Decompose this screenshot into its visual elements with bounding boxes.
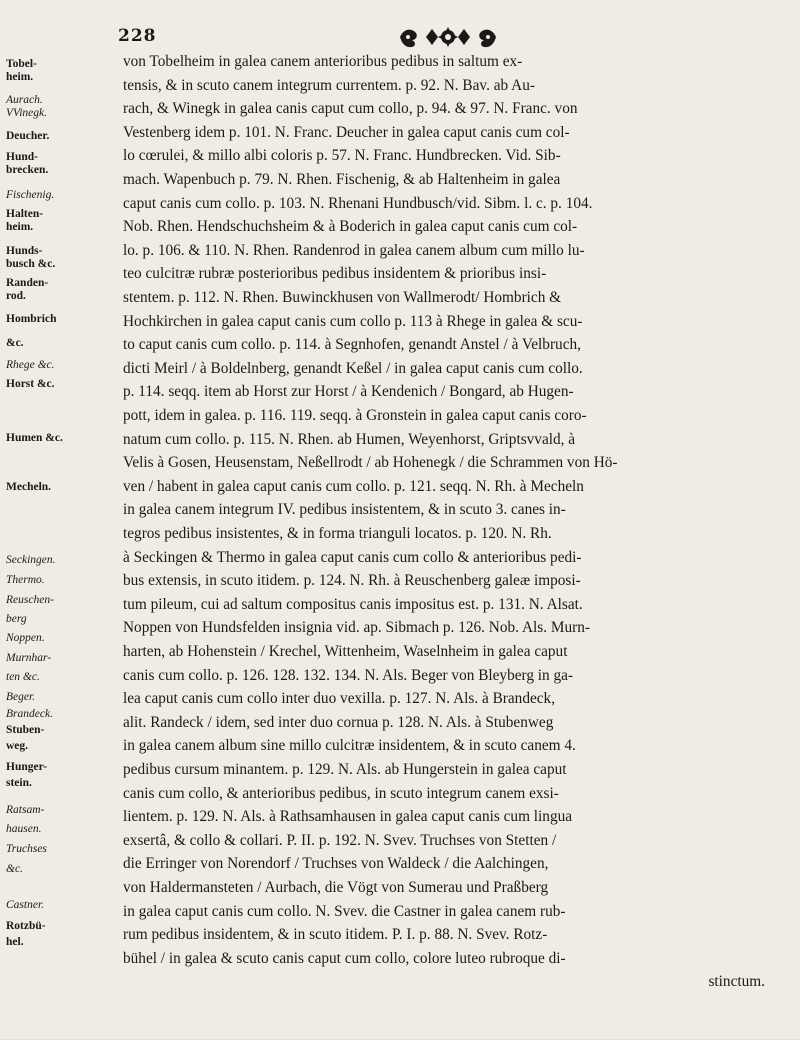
text-line: exsertâ, & collo & collari. P. II. p. 192. N. Svev. Truchses von Stetten / xyxy=(123,831,557,849)
margin-note: Fischenig. xyxy=(6,189,55,201)
text-line: caput canis cum collo. p. 103. N. Rhenani Hundbusch/vid. Sibm. l. c. p. 104. xyxy=(123,194,593,212)
text-line: dicti Meirl / à Boldelnberg, genandt Keßel / in galea caput canis cum collo. xyxy=(123,359,583,377)
margin-note: Hunger- xyxy=(6,761,48,773)
margin-note: weg. xyxy=(6,740,29,752)
text-line: canis cum collo, & anterioribus pedibus, in scuto integrum canem exsi- xyxy=(123,784,559,802)
text-line: Velis à Gosen, Heusenstam, Neßellrodt / ab Hohenegk / die Schrammen von Hö- xyxy=(123,454,618,472)
text-line: natum cum collo. p. 115. N. Rhen. ab Humen, Weyenhorst, Griptsvvald, à xyxy=(123,430,576,448)
margin-note: berg xyxy=(6,613,27,625)
margin-notes xyxy=(0,48,118,1038)
text-line: tensis, & in scuto canem integrum currentem. p. 92. N. Bav. ab Au- xyxy=(123,76,535,94)
margin-note: &c. xyxy=(6,863,23,875)
margin-note: Ratsam- xyxy=(6,804,45,816)
page-number: 228 xyxy=(118,26,157,46)
margin-note: ten &c. xyxy=(6,671,40,683)
printer-ornament xyxy=(396,24,500,50)
margin-note: Rhege &c. xyxy=(6,359,55,371)
margin-note: Mecheln. xyxy=(6,481,52,493)
text-line: lientem. p. 129. N. Als. à Rathsamhausen in galea caput canis cum lingua xyxy=(123,808,573,826)
text-line: von Tobelheim in galea canem anterioribus pedibus in saltum ex- xyxy=(123,53,523,70)
margin-note: Randen- xyxy=(6,277,49,289)
margin-note: heim. xyxy=(6,71,34,83)
text-line: in galea canem integrum IV. pedibus insistentem, & in scuto 3. canes in- xyxy=(123,501,566,519)
margin-note: Rotzbü- xyxy=(6,920,46,932)
margin-note: heim. xyxy=(6,221,34,233)
margin-note: Brandeck. xyxy=(6,708,53,720)
margin-note: Murnhar- xyxy=(6,652,52,664)
text-line: pedibus cursum minantem. p. 129. N. Als. ab Hungerstein in galea caput xyxy=(123,761,567,778)
margin-note: Aurach. xyxy=(6,94,43,106)
text-line: stentem. p. 112. N. Rhen. Buwinckhusen von Wallmerodt/ Hombrich & xyxy=(123,289,562,306)
margin-note: Seckingen. xyxy=(6,554,56,566)
margin-note: Truchses xyxy=(6,843,47,855)
margin-note: hausen. xyxy=(6,823,42,835)
text-line: à Seckingen & Thermo in galea caput canis cum collo & anterioribus pedi- xyxy=(123,548,582,566)
text-line: alit. Randeck / idem, sed inter duo cornua p. 128. N. Als. à Stubenweg xyxy=(123,713,554,731)
text-line: Nob. Rhen. Hendschuchsheim & à Boderich in galea caput canis cum col- xyxy=(123,218,578,236)
text-line: lea caput canis cum collo inter duo vexilla. p. 127. N. Als. à Brandeck, xyxy=(123,690,556,708)
text-line: tegros pedibus insistentes, & in forma trianguli locatos. p. 120. N. Rh. xyxy=(123,525,552,542)
margin-note: busch &c. xyxy=(6,258,56,270)
margin-note: Noppen. xyxy=(6,632,45,644)
margin-note: brecken. xyxy=(6,164,49,176)
margin-note: Hund- xyxy=(6,151,38,163)
text-line: in galea canem album sine millo culcitræ insidentem, & in scuto canem 4. xyxy=(123,737,576,755)
text-line: teo culcitræ rubræ posterioribus pedibus insidentem & prioribus insi- xyxy=(123,265,547,283)
margin-note: Stuben- xyxy=(6,724,45,736)
text-line: stinctum. xyxy=(708,973,765,991)
margin-note: hel. xyxy=(6,936,24,948)
text-line: lo cœrulei, & millo albi coloris p. 57. N. Franc. Hundbrecken. Vid. Sib- xyxy=(123,147,561,165)
margin-note: Thermo. xyxy=(6,574,45,586)
text-line: bus extensis, in scuto itidem. p. 124. N. Rh. à Reuschenberg galeæ imposi- xyxy=(123,572,581,590)
text-line: die Erringer von Norendorf / Truchses von Waldeck / die Aalchingen, xyxy=(123,855,549,873)
text-line: in galea caput canis cum collo. N. Svev. die Castner in galea canem rub- xyxy=(123,902,566,920)
margin-note: Castner. xyxy=(6,899,45,911)
margin-note: stein. xyxy=(6,777,32,789)
text-line: ven / habent in galea caput canis cum collo. p. 121. seqq. N. Rh. à Mecheln xyxy=(123,477,584,495)
text-line: pott, idem in galea. p. 116. 119. seqq. à Gronstein in galea caput canis coro- xyxy=(123,407,587,424)
text-line: harten, ab Hohenstein / Krechel, Wittenheim, Waselnheim in galea caput xyxy=(123,643,568,660)
text-line: tum pileum, cui ad saltum compositus canis impositus est. p. 131. N. Alsat. xyxy=(123,595,583,613)
text-line: mach. Wapenbuch p. 79. N. Rhen. Fischenig, & ab Haltenheim in galea xyxy=(123,171,561,188)
text-line: rach, & Winegk in galea canis caput cum collo, p. 94. & 97. N. Franc. von xyxy=(123,100,578,118)
margin-note: rod. xyxy=(6,290,26,302)
text-line: Vestenberg idem p. 101. N. Franc. Deucher in galea caput canis cum col- xyxy=(123,123,570,141)
text-line: Noppen von Hundsfelden insignia vid. ap. Sibmach p. 126. Nob. Als. Murn- xyxy=(123,619,590,637)
margin-note: Hombrich xyxy=(6,313,57,325)
margin-note: Reuschen- xyxy=(6,594,54,606)
margin-note: Halten- xyxy=(6,208,44,220)
text-line: bühel / in galea & scuto canis caput cum collo, colore luteo rubroque di- xyxy=(123,949,566,967)
margin-note: Horst &c. xyxy=(6,378,55,390)
margin-note: Beger. xyxy=(6,691,36,703)
text-line: Hochkirchen in galea caput canis cum collo p. 113 à Rhege in galea & scu- xyxy=(123,312,583,330)
text-line: canis cum collo. p. 126. 128. 132. 134. N. Als. Beger von Bleyberg in ga- xyxy=(123,666,574,684)
text-line: lo. p. 106. & 110. N. Rhen. Randenrod in galea canem album cum millo lu- xyxy=(123,241,585,259)
margin-note: Hunds- xyxy=(6,245,43,257)
margin-note: Tobel- xyxy=(6,58,37,70)
margin-note: Deucher. xyxy=(6,130,50,142)
body-text xyxy=(123,50,765,1040)
text-line: p. 114. seqq. item ab Horst zur Horst / à Kendenich / Bongard, ab Hugen- xyxy=(123,383,574,401)
text-line: von Haldermansteten / Aurbach, die Vögt von Sumerau und Praßberg xyxy=(123,879,549,896)
margin-note: &c. xyxy=(6,337,24,349)
margin-note: VVinegk. xyxy=(6,107,47,119)
text-line: to caput canis cum collo. p. 114. à Segnhofen, genandt Anstel / à Velbruch, xyxy=(123,336,581,354)
margin-note: Humen &c. xyxy=(6,432,63,444)
text-line: rum pedibus insidentem, & in scuto itidem. P. I. p. 88. N. Svev. Rotz- xyxy=(123,926,548,944)
